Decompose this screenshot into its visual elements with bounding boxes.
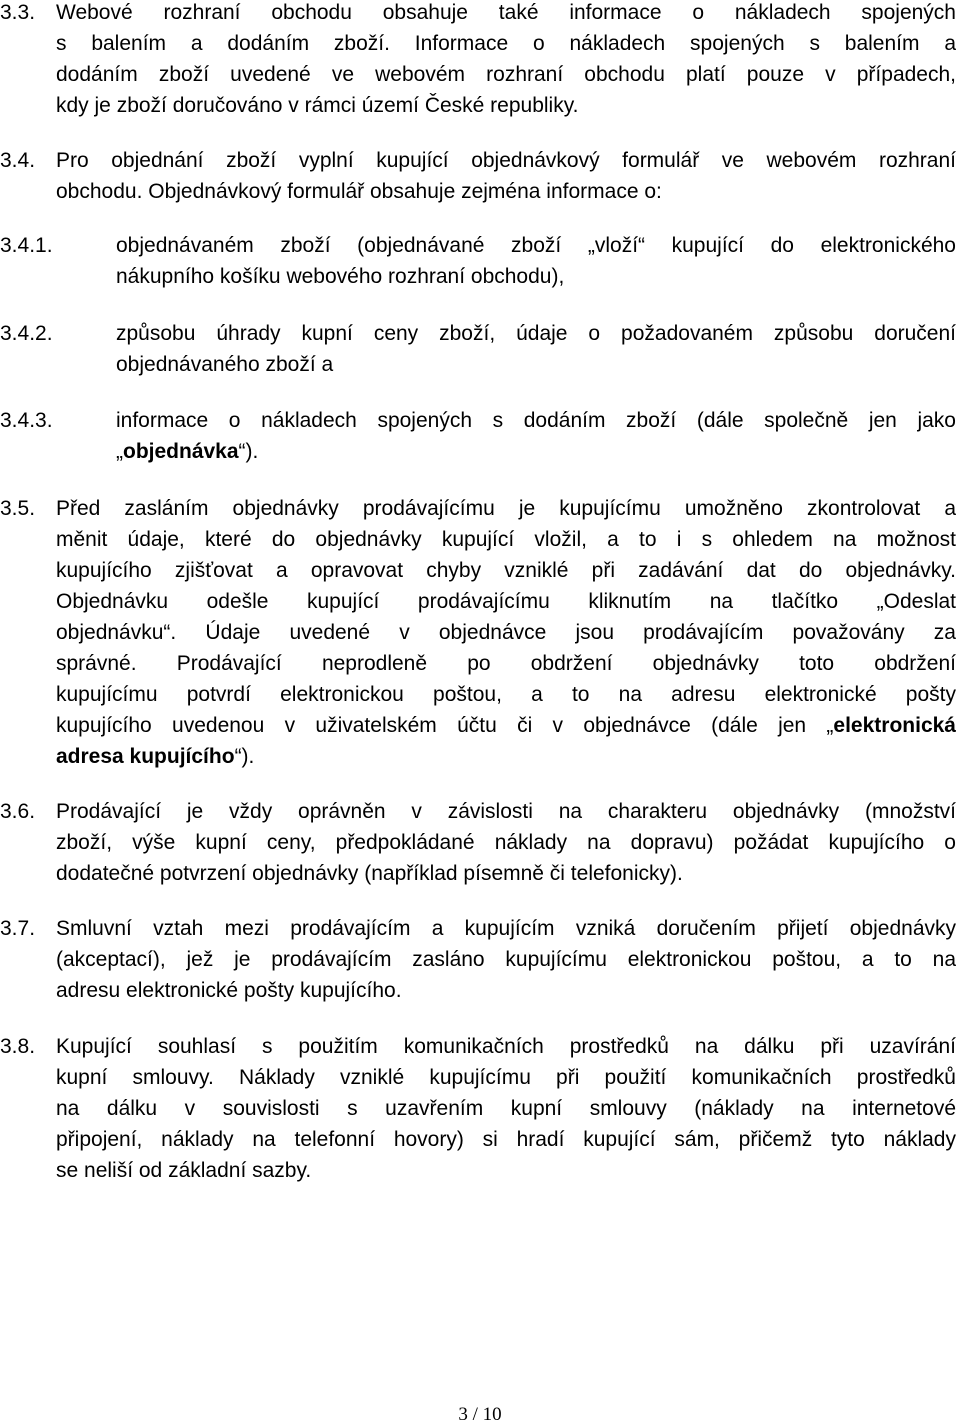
text-line [0,0,958,28]
defined-term: elektronická [833,714,956,737]
text-line [0,230,958,261]
section-3-7 [0,913,958,1006]
text-line-content [56,741,956,772]
text-line [0,524,958,555]
section-number: 3.4.1. [0,234,53,257]
text-line [0,1155,958,1186]
page-number: 3 / 10 [458,1404,502,1425]
close-quote: “). [238,440,259,463]
section-3-4 [0,145,958,207]
section-number: 3.8. [0,1035,36,1058]
text-line-content: (akceptací), jež je prodávajícím zasláno kupujícímu elektronickou poštou, a to na [56,948,956,971]
text-line-content: kupujícího zjišťovat a opravovat chyby vzniklé při zadávání dat do objednávky. [56,559,956,582]
text-line-content: kupní smlouvy. Náklady vzniklé kupujícímu při použití komunikačních prostředků [56,1066,956,1089]
text-line-content: adresu elektronické pošty kupujícího. [56,979,402,1002]
text-line [0,827,958,858]
text-line [0,176,958,207]
text-line [0,1062,958,1093]
text-line-content: nákupního košíku webového rozhraní obchodu), [116,265,565,288]
text-line [0,586,958,617]
section-number: 3.7. [0,917,36,940]
text-line-content: informace o nákladech spojených s dodáním zboží (dále společně jen jako [116,409,956,432]
text-line [0,679,958,710]
section-3-8 [0,1031,958,1186]
section-3-5 [0,493,958,772]
open-quote: „ [116,440,123,463]
text-line-content: objednávaném zboží (objednávané zboží „vloží“ kupující do elektronického [116,234,956,257]
text-line [0,913,958,944]
text-line [0,710,958,741]
text-line-content: Objednávku odešle kupující prodávajícímu kliknutím na tlačítko „Odeslat [56,590,956,613]
text-run: kupujícího uvedenou v uživatelském účtu či v objednávce (dále jen „ [56,714,834,737]
section-number: 3.4.2. [0,322,53,345]
text-line [0,1124,958,1155]
text-line-content: zboží, výše kupní ceny, předpokládané náklady na dopravu) požádat kupujícího o [56,831,956,854]
text-line-content: kdy je zboží doručováno v rámci území České republiky. [56,94,579,117]
text-line-content: Prodávající je vždy oprávněn v závislosti na charakteru objednávky (množství [56,800,956,823]
text-line-content: objednávaného zboží a [116,353,334,376]
text-line-content: Pro objednání zboží vyplní kupující objednávkový formulář ve webovém rozhraní [56,149,956,172]
text-line-content: objednávku“. Údaje uvedené v objednávce jsou prodávajícím považovány za [56,621,956,644]
close-quote: “). [234,745,255,768]
text-line [0,405,958,436]
text-line [0,944,958,975]
text-line [0,493,958,524]
text-line-content: se neliší od základní sazby. [56,1159,312,1182]
text-line [0,318,958,349]
text-line [0,261,958,292]
text-line-content: správné. Prodávající neprodleně po obdržení objednávky toto obdržení [56,652,956,675]
defined-term: objednávka [123,440,239,463]
text-line-content: na dálku v souvislosti s uzavřením kupní smlouvy (náklady na internetové [56,1097,956,1120]
text-line [0,555,958,586]
section-number: 3.5. [0,497,36,520]
text-line [0,1031,958,1062]
section-number: 3.3. [0,1,36,24]
section-3-4-2 [0,318,958,380]
text-line-content: způsobu úhrady kupní ceny zboží, údaje o požadovaném způsobu doručení [116,322,956,345]
text-line [0,975,958,1006]
section-3-4-3 [0,405,958,467]
defined-term: adresa kupujícího [56,745,235,768]
text-line-content: s balením a dodáním zboží. Informace o nákladech spojených s balením a [56,32,956,55]
text-line-content: Webové rozhraní obchodu obsahuje také informace o nákladech spojených [56,1,956,24]
text-line-content [56,710,956,741]
section-number: 3.6. [0,800,36,823]
text-line-content: dodáním zboží uvedené ve webovém rozhraní obchodu platí pouze v případech, [56,63,956,86]
text-line-content: měnit údaje, které do objednávky kupující vložil, a to i s ohledem na možnost [56,528,956,551]
section-3-4-1 [0,230,958,292]
section-number: 3.4. [0,149,36,172]
text-line [0,617,958,648]
text-line-content [116,436,956,467]
section-number: 3.4.3. [0,409,53,432]
text-line [0,349,958,380]
section-3-6 [0,796,958,889]
text-line-content: připojení, náklady na telefonní hovory) si hradí kupující sám, přičemž tyto náklady [56,1128,956,1151]
text-line-content: obchodu. Objednávkový formulář obsahuje zejména informace o: [56,180,662,203]
text-line [0,436,958,467]
text-line-content: dodatečné potvrzení objednávky (například písemně či telefonicky). [56,862,683,885]
text-line-content: Smluvní vztah mezi prodávajícím a kupujícím vzniká doručením přijetí objednávky [56,917,956,940]
text-line-content: Kupující souhlasí s použitím komunikačních prostředků na dálku při uzavírání [56,1035,956,1058]
text-line [0,796,958,827]
text-line [0,145,958,176]
text-line-content: Před zasláním objednávky prodávajícímu je kupujícímu umožněno zkontrolovat a [56,497,956,520]
text-line [0,59,958,90]
text-line [0,858,958,889]
section-3-3 [0,0,958,121]
text-line [0,1093,958,1124]
text-line [0,648,958,679]
text-line [0,741,958,772]
text-line-content: kupujícímu potvrdí elektronickou poštou, a to na adresu elektronické pošty [56,683,956,706]
text-line [0,28,958,59]
text-line [0,90,958,121]
